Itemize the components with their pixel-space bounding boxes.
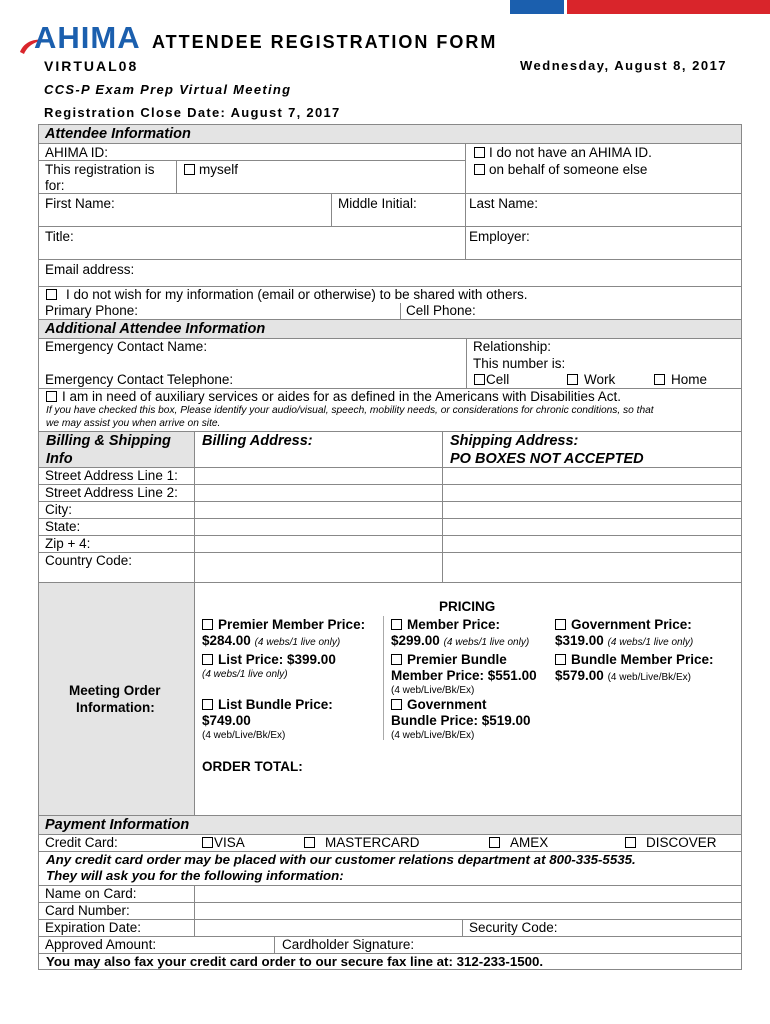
mastercard-option[interactable] bbox=[304, 835, 420, 850]
visa-label: VISA bbox=[214, 835, 245, 850]
ada-note-line-1: If you have checked this box, Please identify your audio/visual, speech, mobility needs, or considerations for chronic conditions, so that bbox=[46, 405, 654, 416]
myself-option[interactable] bbox=[184, 162, 238, 177]
no-share-option[interactable] bbox=[46, 287, 527, 302]
logo-text: AHIMA bbox=[34, 20, 141, 55]
middle-initial-field[interactable]: Middle Initial: bbox=[338, 196, 417, 211]
billing-section-title-2: Info bbox=[46, 451, 73, 467]
order-label: Meeting Order bbox=[69, 683, 161, 698]
cardholder-signature-field[interactable]: Cardholder Signature: bbox=[282, 937, 415, 952]
premier-bundle-label: Premier Bundle bbox=[407, 652, 507, 667]
order-label-2: Information: bbox=[76, 700, 155, 715]
billing-address-heading: Billing Address: bbox=[202, 433, 313, 449]
address-row-label: State: bbox=[45, 519, 81, 534]
relationship-field[interactable]: Relationship: bbox=[473, 339, 552, 354]
list-bundle-option[interactable] bbox=[202, 697, 333, 712]
government-option[interactable] bbox=[555, 617, 692, 632]
title-field[interactable]: Title: bbox=[45, 229, 74, 244]
cell-option[interactable] bbox=[474, 372, 509, 387]
member-price: $299.00 bbox=[391, 633, 440, 648]
ahima-logo bbox=[18, 20, 141, 55]
home-option[interactable] bbox=[654, 372, 707, 387]
work-option[interactable] bbox=[567, 372, 615, 387]
registration-for-label-2: for: bbox=[45, 178, 65, 193]
additional-section-header bbox=[38, 319, 742, 339]
name-on-card-field[interactable]: Name on Card: bbox=[45, 886, 137, 901]
payment-section-header bbox=[38, 815, 742, 835]
list-bundle-price: $749.00 bbox=[202, 713, 251, 728]
discover-label: DISCOVER bbox=[646, 835, 717, 850]
bundle-member-note: (4 web/Live/Bk/Ex) bbox=[607, 672, 691, 683]
last-name-field[interactable]: Last Name: bbox=[469, 196, 539, 211]
behalf-label: on behalf of someone else bbox=[489, 162, 648, 177]
payment-note-line-2: They will ask you for the following information: bbox=[46, 868, 344, 883]
gov-bundle-note: (4 web/Live/Bk/Ex) bbox=[391, 730, 475, 741]
home-label: Home bbox=[671, 372, 708, 387]
behalf-checkbox[interactable] bbox=[474, 164, 485, 175]
po-boxes-note: PO BOXES NOT ACCEPTED bbox=[450, 451, 644, 467]
registration-for-label: This registration is bbox=[45, 162, 155, 177]
security-code-field[interactable]: Security Code: bbox=[469, 920, 558, 935]
visa-checkbox[interactable] bbox=[202, 837, 213, 848]
cell-checkbox[interactable] bbox=[474, 374, 485, 385]
list-price-label: List Price: $399.00 bbox=[218, 652, 336, 667]
emergency-phone-field[interactable]: Emergency Contact Telephone: bbox=[45, 372, 234, 387]
visa-option[interactable] bbox=[202, 835, 245, 850]
header-bar-red bbox=[567, 0, 770, 14]
amex-checkbox[interactable] bbox=[489, 837, 500, 848]
first-name-field[interactable]: First Name: bbox=[45, 196, 115, 211]
cell-phone-field[interactable]: Cell Phone: bbox=[406, 303, 476, 318]
ada-checkbox[interactable] bbox=[46, 391, 57, 402]
payment-note-line-1: Any credit card order may be placed with our customer relations department at 800-335-5535. bbox=[46, 852, 636, 867]
attendee-section-header bbox=[38, 124, 742, 144]
shipping-address-heading: Shipping Address: bbox=[450, 433, 579, 449]
bundle-member-label: Bundle Member Price: bbox=[571, 652, 714, 667]
member-checkbox[interactable] bbox=[391, 619, 402, 630]
ada-label: I am in need of auxiliary services or aides for as defined in the Americans with Disabilities Act. bbox=[62, 389, 622, 404]
order-total-field[interactable]: ORDER TOTAL: bbox=[202, 759, 303, 774]
billing-section-title: Billing & Shipping bbox=[46, 433, 171, 449]
additional-section-title: Additional Attendee Information bbox=[45, 321, 266, 337]
header-bar-blue bbox=[510, 0, 564, 14]
amex-option[interactable] bbox=[489, 835, 548, 850]
address-row-label: City: bbox=[45, 502, 72, 517]
address-row-label: Street Address Line 2: bbox=[45, 485, 178, 500]
ahima-id-label: AHIMA ID: bbox=[45, 145, 109, 160]
no-ahima-id-option[interactable] bbox=[474, 145, 652, 160]
bundle-member-price: $579.00 bbox=[555, 668, 604, 683]
credit-card-label: Credit Card: bbox=[45, 835, 118, 850]
gov-bundle-label: Government bbox=[407, 697, 487, 712]
premier-bundle-note: (4 web/Live/Bk/Ex) bbox=[391, 685, 475, 696]
ada-option[interactable] bbox=[46, 389, 621, 404]
member-note: (4 webs/1 live only) bbox=[443, 637, 530, 648]
pricing-title: PRICING bbox=[439, 599, 496, 614]
meeting-code: VIRTUAL08 bbox=[44, 58, 139, 74]
premier-member-price: $284.00 bbox=[202, 633, 251, 648]
gov-bundle-price: Bundle Price: $519.00 bbox=[391, 713, 531, 728]
myself-label: myself bbox=[199, 162, 239, 177]
mastercard-checkbox[interactable] bbox=[304, 837, 315, 848]
bundle-member-checkbox[interactable] bbox=[555, 654, 566, 665]
no-share-label: I do not wish for my information (email or otherwise) to be shared with others. bbox=[66, 287, 528, 302]
amex-label: AMEX bbox=[510, 835, 549, 850]
premier-member-label: Premier Member Price: bbox=[218, 617, 366, 632]
member-option[interactable] bbox=[391, 617, 500, 632]
premier-bundle-price: Member Price: $551.00 bbox=[391, 668, 537, 683]
list-bundle-note: (4 web/Live/Bk/Ex) bbox=[202, 730, 286, 741]
list-price-option[interactable] bbox=[202, 652, 336, 667]
behalf-option[interactable] bbox=[474, 162, 647, 177]
number-is-label: This number is: bbox=[473, 356, 566, 371]
registration-close-date: Registration Close Date: August 7, 2017 bbox=[44, 105, 341, 120]
meeting-date: Wednesday, August 8, 2017 bbox=[520, 58, 728, 73]
list-price-note: (4 webs/1 live only) bbox=[202, 669, 288, 680]
meeting-name: CCS-P Exam Prep Virtual Meeting bbox=[44, 82, 292, 97]
form-title: ATTENDEE REGISTRATION FORM bbox=[152, 32, 498, 52]
premier-member-option[interactable] bbox=[202, 617, 365, 632]
approved-amount-field[interactable]: Approved Amount: bbox=[45, 937, 157, 952]
address-row-label: Country Code: bbox=[45, 553, 133, 568]
government-label: Government Price: bbox=[571, 617, 692, 632]
no-ahima-id-label: I do not have an AHIMA ID. bbox=[489, 145, 652, 160]
expiration-date-field[interactable]: Expiration Date: bbox=[45, 920, 142, 935]
work-checkbox[interactable] bbox=[567, 374, 578, 385]
cell-label: Cell bbox=[486, 372, 510, 387]
discover-checkbox[interactable] bbox=[625, 837, 636, 848]
premier-member-checkbox[interactable] bbox=[202, 619, 213, 630]
mastercard-label: MASTERCARD bbox=[325, 835, 420, 850]
email-field[interactable]: Email address: bbox=[45, 262, 135, 277]
primary-phone-field[interactable]: Primary Phone: bbox=[45, 303, 139, 318]
list-bundle-checkbox[interactable] bbox=[202, 699, 213, 710]
government-checkbox[interactable] bbox=[555, 619, 566, 630]
no-share-checkbox[interactable] bbox=[46, 289, 57, 300]
government-note: (4 webs/1 live only) bbox=[607, 637, 694, 648]
member-label: Member Price: bbox=[407, 617, 501, 632]
list-price-checkbox[interactable] bbox=[202, 654, 213, 665]
premier-bundle-option[interactable] bbox=[391, 652, 507, 667]
home-checkbox[interactable] bbox=[654, 374, 665, 385]
emergency-name-field[interactable]: Emergency Contact Name: bbox=[45, 339, 208, 354]
card-number-field[interactable]: Card Number: bbox=[45, 903, 130, 918]
no-ahima-id-checkbox[interactable] bbox=[474, 147, 485, 158]
fax-note: You may also fax your credit card order to our secure fax line at: 312-233-1500. bbox=[46, 954, 544, 969]
work-label: Work bbox=[584, 372, 616, 387]
myself-checkbox[interactable] bbox=[184, 164, 195, 175]
discover-option[interactable] bbox=[625, 835, 717, 850]
list-bundle-label: List Bundle Price: bbox=[218, 697, 333, 712]
employer-field[interactable]: Employer: bbox=[469, 229, 530, 244]
government-price: $319.00 bbox=[555, 633, 604, 648]
premier-member-note: (4 webs/1 live only) bbox=[254, 637, 341, 648]
premier-bundle-checkbox[interactable] bbox=[391, 654, 402, 665]
bundle-member-option[interactable] bbox=[555, 652, 714, 667]
gov-bundle-checkbox[interactable] bbox=[391, 699, 402, 710]
address-row-label: Street Address Line 1: bbox=[45, 468, 178, 483]
address-row-label: Zip + 4: bbox=[45, 536, 91, 551]
ada-note-line-2: we may assist you when arrive on site. bbox=[46, 418, 221, 429]
order-section-label-bg bbox=[39, 583, 194, 815]
gov-bundle-option[interactable] bbox=[391, 697, 487, 712]
payment-section-title: Payment Information bbox=[45, 817, 190, 833]
attendee-section-title: Attendee Information bbox=[45, 126, 191, 142]
